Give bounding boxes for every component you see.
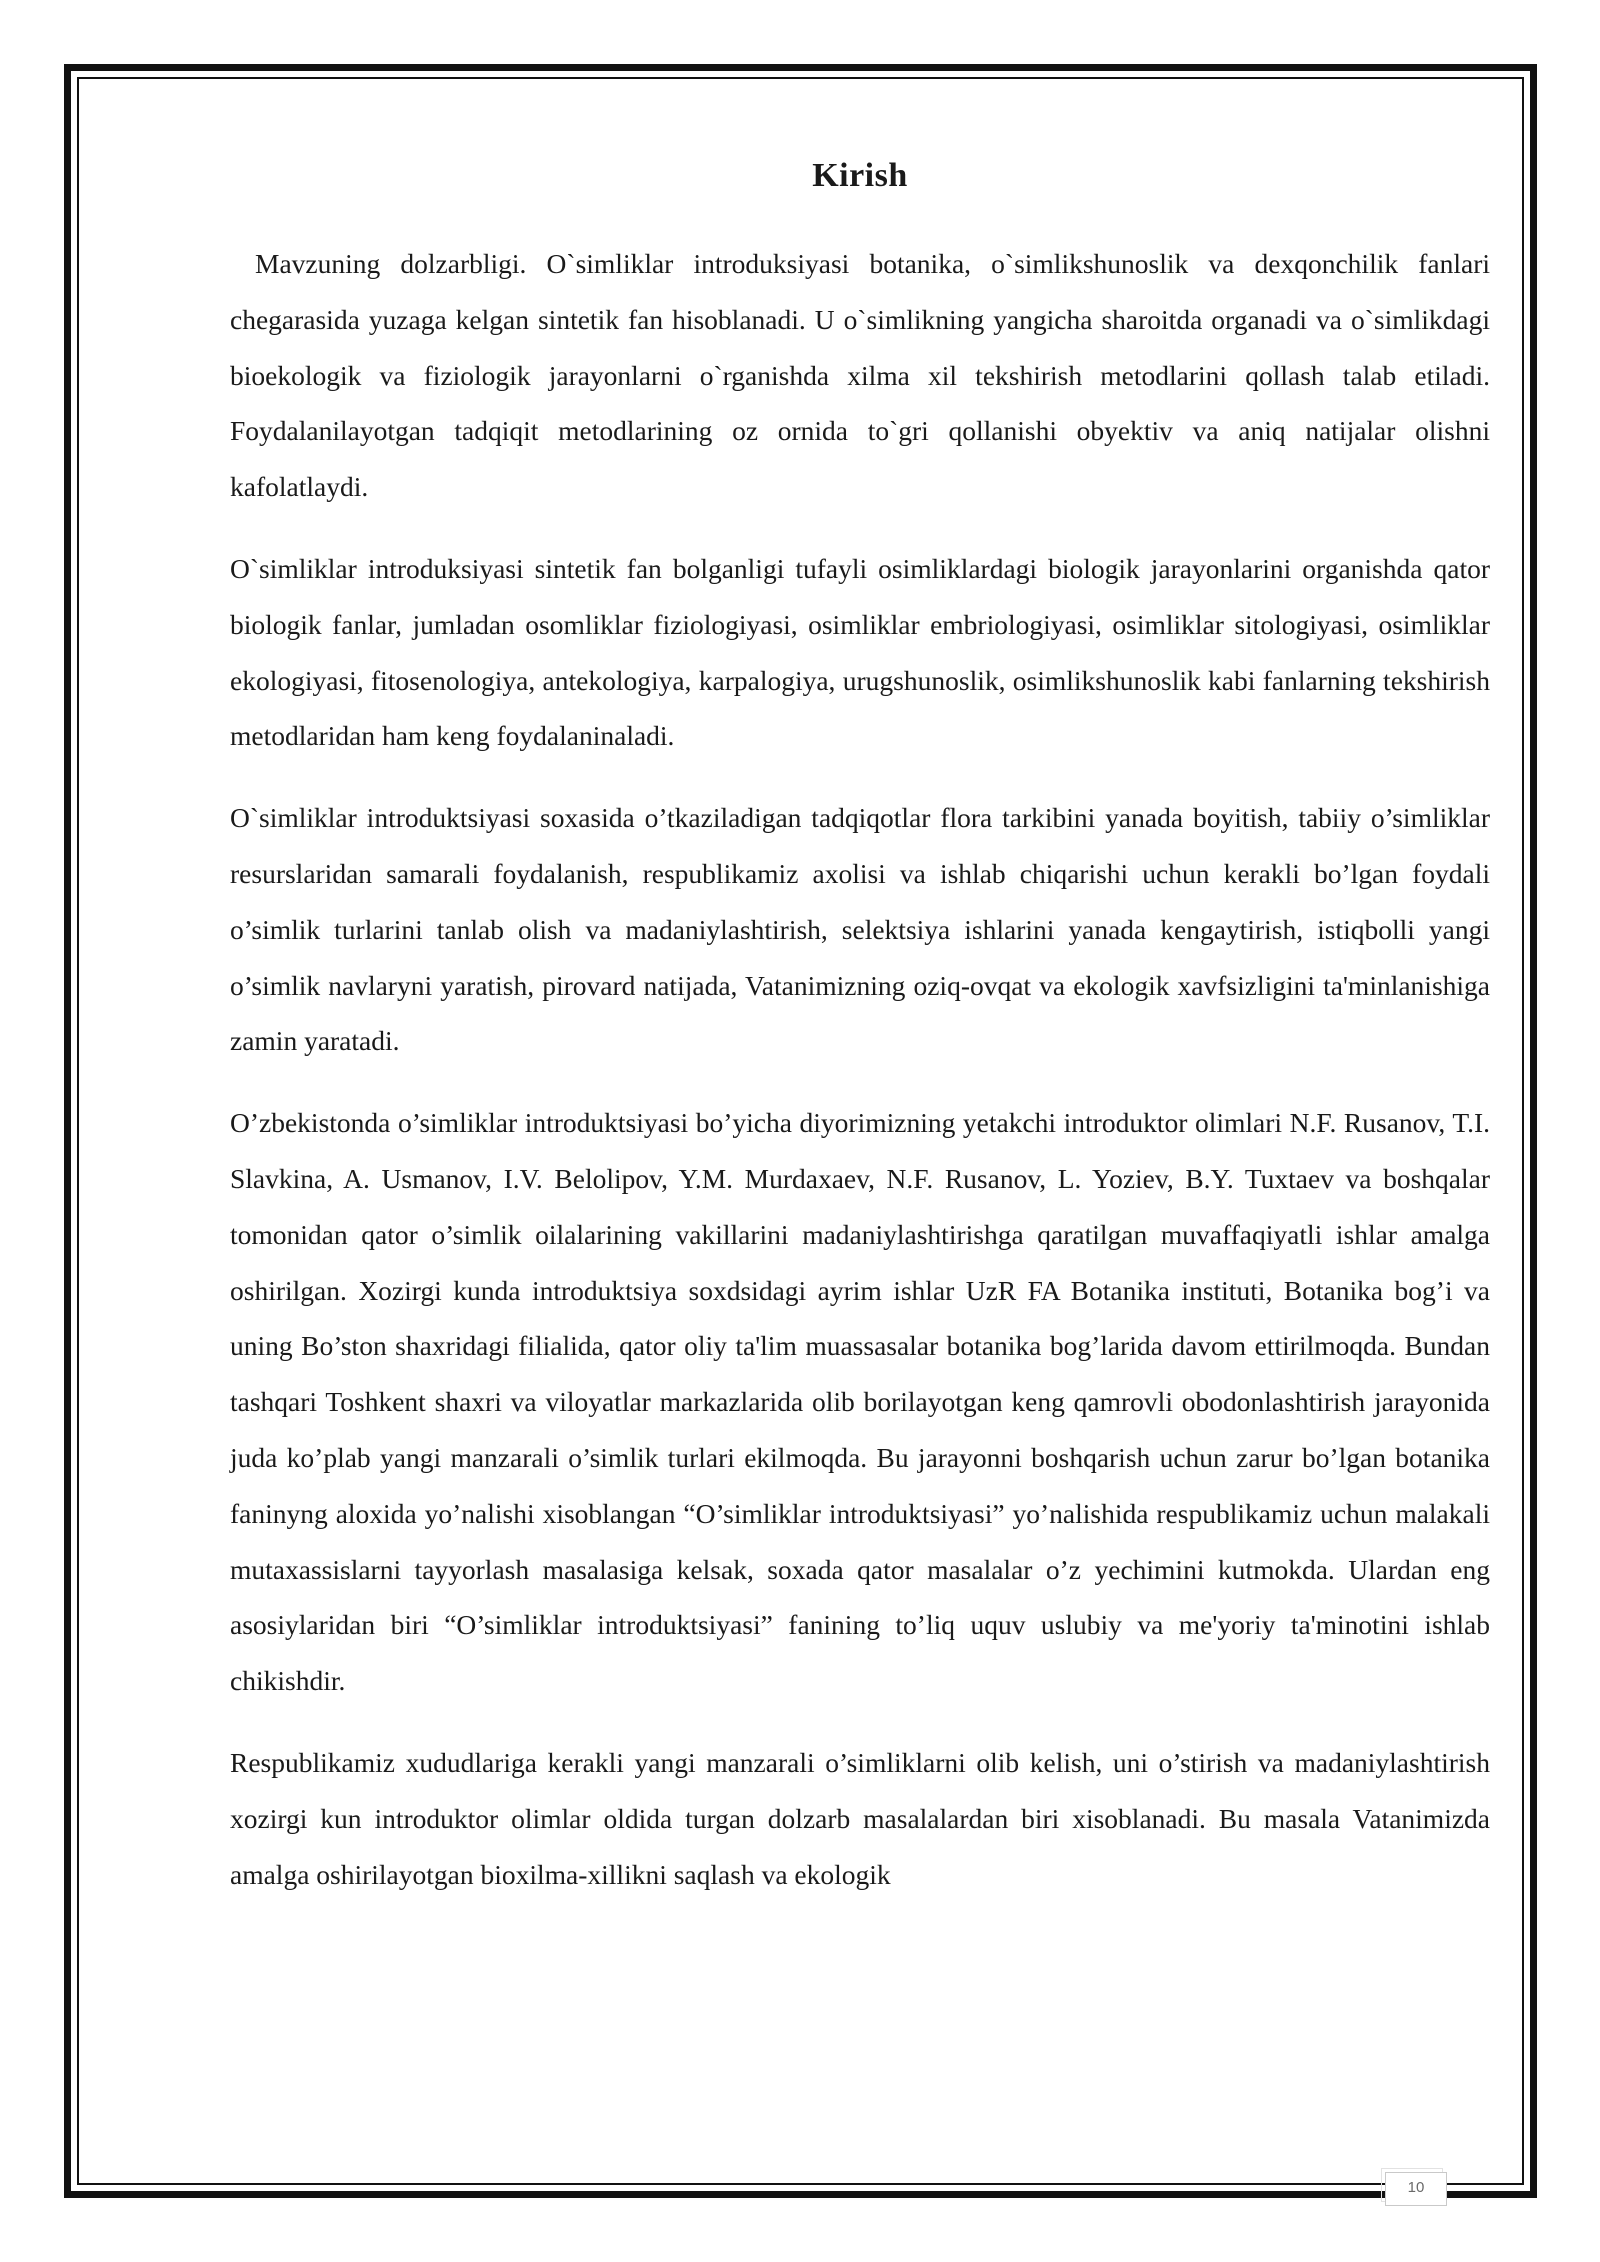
document-body	[230, 148, 1490, 1928]
paragraph-research-goals: O`simliklar introduktsiyasi soxasida o’tkaziladigan tadqiqotlar flora tarkibini yanada boyitish, tabiiy o’simliklar resurslaridan samarali foydalanish, respublikamiz axolisi va ishlab chiqarishi uchun kerakli bo’lgan foydali o’simlik turlarini tanlab olish va madaniylashtirish, selektsiya ishlarini yanada kengaytirish, istiqbolli yangi o’simlik navlaryni yaratish, pirovard natijada, Vatanimizning oziq-ovqat va ekologik xavfsizligini ta'minlanishiga zamin yaratadi.	[230, 802, 1490, 1057]
paragraph-ornamental-plants: Respublikamiz xududlariga kerakli yangi manzarali o’simliklarni olib kelish, uni o’stirish va madaniylashtirish xozirgi kun introduktor olimlar oldida turgan dolzarb masalalardan biri xisoblanadi. Bu masala Vatanimizda amalga oshirilayotgan bioxilma-xillikni saqlash va ekologik	[230, 1746, 1490, 1890]
paragraph-uzbekistan-scientists: O’zbekistonda o’simliklar introduktsiyasi bo’yicha diyorimizning yetakchi introduktor olimlari N.F. Rusanov, T.I. Slavkina, A. Usmanov, I.V. Belolipov, Y.M. Murdaxaev, N.F. Rusanov, L. Yoziev, B.Y. Tuxtaev va boshqalar tomonidan qator o’simlik oilalarining vakillarini madaniylashtirishga qaratilgan muvaffaqiyatli ishlar amalga oshirilgan. Xozirgi kunda introduktsiya soxdsidagi ayrim ishlar UzR FA Botanika instituti, Botanika bog’i va uning Bo’ston shaxridagi filialida, qator oliy ta'lim muassasalar botanika bog’larida davom ettirilmoqda. Bundan tashqari Toshkent shaxri va viloyatlar markazlarida olib borilayotgan keng qamrovli obodonlashtirish jarayonida juda ko’plab yangi manzarali o’simlik turlari ekilmoqda. Bu jarayonni boshqarish uchun zarur bo’lgan botanika faninyng aloxida yo’nalishi xisoblangan “O’simliklar introduktsiyasi” yo’nalishida respublikamiz uchun malakali mutaxassislarni tayyorlash masalasiga kelsak, soxada qator masalalar o’z yechimini kutmokda. Ulardan eng asosiylaridan biri “O’simliklar introduktsiyasi” fanining to’liq uquv uslubiy va me'yoriy ta'minotini ishlab chikishdir.	[230, 1107, 1490, 1697]
page-title: Kirish	[812, 157, 908, 194]
paragraph-relevance: Mavzuning dolzarbligi. O`simliklar introduksiyasi botanika, o`simlikshunoslik va dexqonchilik fanlari chegarasida yuzaga kelgan sintetik fan hisoblanadi. U o`simlikning yangicha sharoitda organadi va o`simlikdagi bioekologik va fiziologik jarayonlarni o`rganishda xilma xil tekshirish metodlarini qollash talab etiladi. Foydalanilayotgan tadqiqit metodlarining oz ornida to`gri qollanishi obyektiv va aniq natijalar olishni kafolatlaydi.	[230, 248, 1490, 503]
page-number: 10	[1385, 2172, 1447, 2206]
paragraph-synthetic-science: O`simliklar introduksiyasi sintetik fan bolganligi tufayli osimliklardagi biologik jarayonlarini organishda qator biologik fanlar, jumladan osomliklar fiziologiyasi, osimliklar embriologiyasi, osimliklar sitologiyasi, osimliklar ekologiyasi, fitosenologiya, antekologiya, karpalogiya, urugshunoslik, osimlikshunoslik kabi fanlarning tekshirish metodlaridan ham keng foydalaninaladi.	[230, 552, 1490, 752]
